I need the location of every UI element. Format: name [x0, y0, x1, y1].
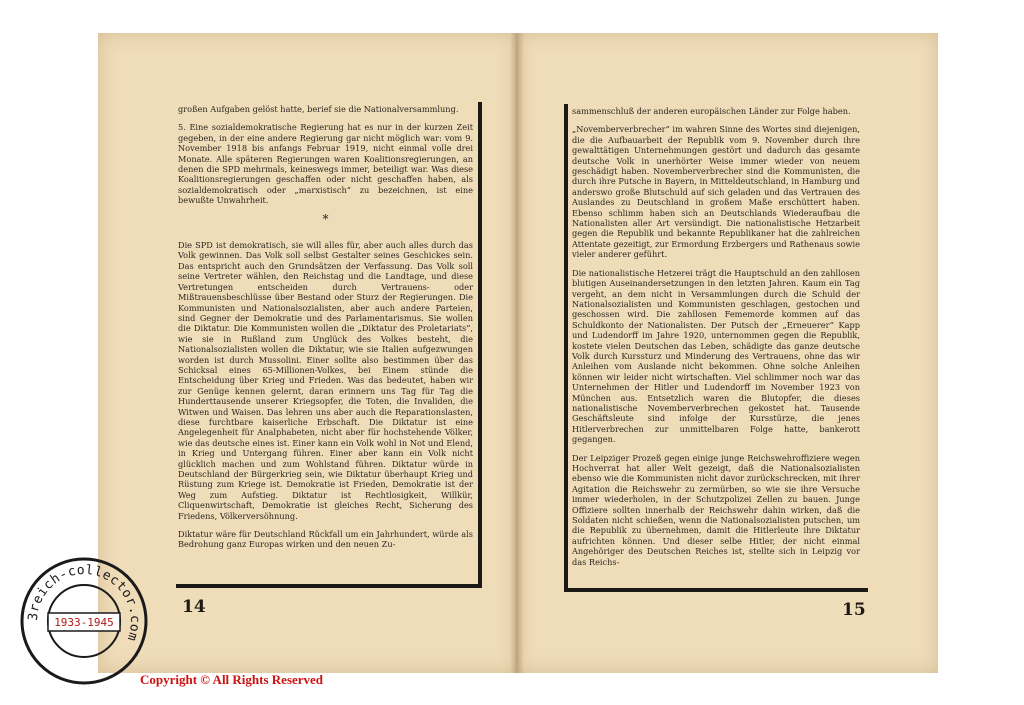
book-gutter: [510, 33, 524, 673]
page-number-right: 15: [842, 600, 866, 620]
section-divider: *: [322, 211, 329, 226]
left-text-column: [178, 104, 473, 558]
paragraph: Diktatur wäre für Deutschland Rückfall um ein Jahrhundert, würde als Bedrohung ganz Europas wirken und den neuen Zu-: [178, 529, 473, 550]
paragraph: Der Leipziger Prozeß gegen einige junge Reichswehroffiziere wegen Hochverrat hat aller Welt gezeigt, daß die Nationalsozialisten ebenso wie die Kommunisten nicht davor zurückschrecken, mit ihrer Agitation die Reichswehr zu zermürben, so wie sie ihre Versuche immer wiederholen, in der Schutzpolizei Zellen zu bauen. Junge Offiziere sollten innerhalb der Reichswehr dahin wirken, daß die Soldaten nicht schießen, wenn die Nationalsozialisten putschen, um die Republik zu übernehmen, damit die Hitlerleute ihre Diktatur aufrichten können. Und dieser selbe Hitler, der nicht einmal Angehöriger des Deutschen Reiches ist, stellte sich in Leipzig vor das Reichs-: [572, 452, 860, 567]
page-number-left: 14: [182, 597, 206, 617]
collector-stamp-icon: [18, 555, 150, 687]
right-text-column: [572, 106, 860, 575]
paragraph: „Novemberverbrecher“ im wahren Sinne des Wortes sind diejenigen, die die Aufbauarbeit der Republik vom 9. November durch ihre gewalttätigen Unternehmungen gestört und dadurch das gesamte deutsche Volk in unerhörter Weise immer wieder von neuem geschädigt haben. Novemberverbrecher sind die Kommunisten, die durch ihre Putsche in Bayern, in Mitteldeutschland, in Hamburg und anderswo große Blutschuld auf sich geladen und das Vertrauen des Auslandes zu Deutschland in großem Maße erschüttert haben. Ebenso schlimm haben sich an Deutschlands Wiederaufbau die Nationalisten aller Art versündigt. Die nationalistische Hetzarbeit gegen die Republik und bekannte Republikaner hat die zahlreichen Attentate gezeitigt, zur Ermordung Erzbergers und Rathenaus sowie vieler anderer geführt.: [572, 124, 860, 260]
stamp-years: 1933-1945: [54, 616, 114, 629]
copyright-notice: Copyright © All Rights Reserved: [140, 672, 324, 687]
paragraph: sammenschluß der anderen europäischen Länder zur Folge haben.: [572, 106, 851, 116]
paragraph: Die SPD ist demokratisch, sie will alles für, aber auch alles durch das Volk gewinnen. Das Volk soll selbst Gestalter seines Geschickes sein. Das entspricht auch den Grundsätzen der Verfassung. Das Volk soll seine Vertreter wählen, den Reichstag und die Landtage, und diese Vertretungen entscheiden durch Vertrauens- oder Mißtrauensbeschlüsse über Bestand oder Sturz der Regierungen. Die Kommunisten und Nationalsozialisten, aber auch andere Parteien, sind Gegner der Demokratie und des Parlamentarismus. Sie wollen die Diktatur. Die Kommunisten wollen die „Diktatur des Proletariats“, wie sie in Rußland zum Unglück des Volkes besteht, die Nationalsozialisten wollen die Diktatur, wie sie Italien aufgezwungen worden ist durch Mussolini. Einer sollte also bestimmen über das Schicksal eines 65-Millionen-Volkes, bei Einem stünde die Entscheidung über Krieg und Frieden. Was das bedeutet, haben wir zur Genüge kennen gelernt, daran erinnern uns Tag für Tag die Hunderttausende unserer Kriegsopfer, die Toten, die Invaliden, die Witwen und Waisen. Das lehren uns aber auch die Reparationslasten, diese furchtbare kaiserliche Erbschaft. Die Diktatur ist eine Angelegenheit für Analphabeten, nicht aber für hochstehende Völker, wie das deutsche eines ist. Einer kann ein Volk wohl in Not und Elend, in Krieg und Untergang führen. Einer aber kann ein Volk nicht glücklich machen und zum Wohlstand führen. Diktatur würde in Deutschland der Bürgerkrieg sein, wie Diktatur überhaupt Krieg und Rüstung zum Kriege ist. Demokratie ist Frieden, Demokratie ist der Weg zum Aufstieg. Diktatur ist Rechtlosigkeit, Willkür, Cliquenwirtschaft, Demokratie ist gleiches Recht, Sicherung des Friedens, Völkerversöhnung.: [178, 240, 473, 521]
paragraph: 5. Eine sozialdemokratische Regierung hat es nur in der kurzen Zeit gegeben, in der eine andere Regierung gar nicht möglich war: vom 9. November 1918 bis anfangs Februar 1919, nicht einmal volle drei Monate. Alle späteren Regierungen waren Koalitionsregierungen, an denen die SPD mehrmals, keineswegs immer, beteiligt war. Was diese Koalitionsregierungen geschaffen oder nicht geschaffen haben, als sozialdemokratisch oder „marxistisch“ zu bezeichnen, ist eine bewußte Unwahrheit.: [178, 122, 473, 206]
paragraph: großen Aufgaben gelöst hatte, berief sie die Nationalversammlung.: [178, 104, 459, 114]
stamp-text: 3reich-collector.com: [25, 562, 143, 644]
paragraph: Die nationalistische Hetzerei trägt die Hauptschuld an den zahllosen blutigen Auseinandersetzungen in den letzten Jahren. Kaum ein Tag vergeht, an dem nicht in Versammlungen durch die Schuld der Nationalsozialisten und Kommunisten geschlagen, gestochen und geschossen wird. Die zahllosen Fememorde kommen auf das Schuldkonto der Nationalisten. Der Putsch der „Erneuerer“ Kapp und Ludendorff im Jahre 1920, unternommen gegen die Republik, kostete vielen Deutschen das Leben, schädigte das ganze deutsche Volk durch Kurssturz und Minderung des Vertrauens, ohne das wir Anleihen vom Auslande nicht bekommen. Ohne solche Anleihen können wir leider nicht wirtschaften. Viel schlimmer noch war das Unternehmen der Hitler und Ludendorff im November 1923 von München aus. Entsetzlich waren die Blutopfer, die dieses nationalistische Novemberverbrechen gekostet hat. Tausende Geschäftsleute sind infolge der Kursstürze, die jenes Hitlerverbrechen zur unmittelbaren Folge hatte, bankerott gegangen.: [572, 267, 860, 445]
